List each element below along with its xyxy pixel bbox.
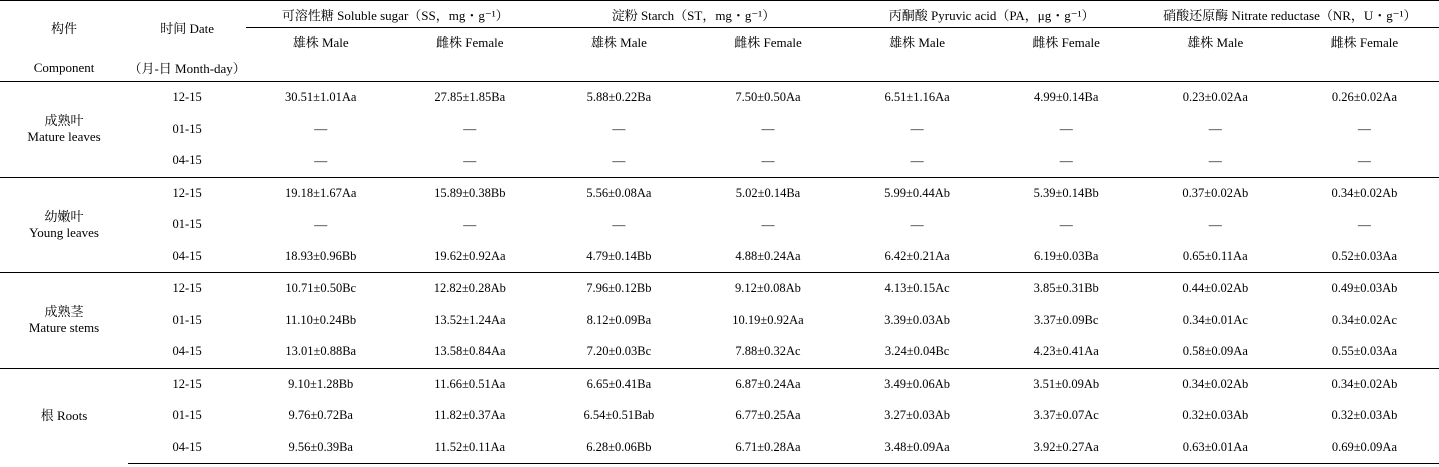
cell-value: 0.49±0.03Ab [1290,273,1439,305]
cell-value: 9.12±0.08Ab [693,273,842,305]
cell-value: 0.34±0.02Ab [1290,177,1439,209]
cell-date: 04-15 [172,248,202,263]
cell-date: 04-15 [172,344,202,359]
cell-value: — [1059,216,1073,232]
header-spacer-7 [1141,54,1290,82]
component-cn: 成熟茎 [44,304,84,319]
cell-value: 0.44±0.02Ab [1141,273,1290,305]
table-row [0,114,1439,146]
component-mature-leaves [0,82,128,178]
cell-value: 3.51±0.09Ab [992,368,1141,400]
cell-value: 3.39±0.03Ab [884,312,951,327]
cell-value: 10.19±0.92Aa [732,312,804,327]
cell-value: 19.62±0.92Aa [434,248,506,263]
cell-value: 11.66±0.51Aa [395,368,544,400]
cell-value: 6.51±1.16Aa [884,90,950,105]
cell-value: 15.89±0.38Bb [395,177,544,209]
cell-date: 12-15 [128,273,246,305]
table-row [0,241,1439,273]
cell-value: 3.49±0.06Ab [843,368,992,400]
component-mature-stems [0,273,128,369]
cell-value: — [612,121,626,137]
header-pa-male: 雄株 Male [889,34,946,50]
cell-value: — [612,216,626,232]
cell-value: 3.37±0.09Bc [1033,312,1099,327]
cell-value: 6.54±0.51Bab [583,408,655,423]
cell-value: 27.85±1.85Ba [434,90,506,105]
cell-value: — [314,216,328,232]
header-row-subtitles [0,54,1439,82]
cell-value: 7.50±0.50Aa [735,90,801,105]
cell-value: 9.56±0.39Ba [246,432,395,464]
cell-date: 01-15 [172,217,202,232]
header-spacer-6 [992,54,1141,82]
cell-value: 3.37±0.07Ac [1033,408,1099,423]
table-row [0,400,1439,432]
cell-value: 4.88±0.24Aa [735,248,801,263]
header-spacer-8 [1290,54,1439,82]
cell-value: 5.99±0.44Ab [843,177,992,209]
cell-value: 0.32±0.03Ab [1182,408,1249,423]
cell-value: 0.23±0.02Aa [1182,90,1248,105]
component-roots [0,368,128,464]
table-row [0,432,1439,464]
cell-value: 7.20±0.03Bc [586,344,652,359]
cell-date: 12-15 [172,90,202,105]
cell-date: 01-15 [172,121,202,136]
header-nr-female: 雌株 Female [1330,34,1399,50]
cell-value: — [612,152,626,168]
header-spacer-1 [246,54,395,82]
header-group-nitrate-reductase: 硝酸还原酶 Nitrate reductase（NR，U・g⁻¹） [1141,1,1439,28]
cell-value: 6.87±0.24Aa [693,368,842,400]
cell-value: 7.88±0.32Ac [735,344,801,359]
cell-value: 6.19±0.03Ba [1033,248,1099,263]
cell-value: 4.99±0.14Ba [1033,90,1099,105]
table-row [0,82,1439,114]
cell-value: 0.34±0.02Ac [1331,312,1397,327]
cell-value: — [761,121,775,137]
cell-value: — [910,152,924,168]
table-row [0,145,1439,177]
table-row [0,209,1439,241]
cell-value: 30.51±1.01Aa [284,90,357,105]
component-young-leaves [0,177,128,273]
cell-value: — [1357,121,1371,137]
cell-value: — [761,216,775,232]
cell-value: 6.42±0.21Aa [884,248,950,263]
cell-value: 9.10±1.28Bb [246,368,395,400]
header-ss-female: 雌株 Female [436,34,504,50]
cell-value: 13.52±1.24Aa [434,312,506,327]
cell-value: 3.92±0.27Aa [992,432,1141,464]
cell-value: 5.39±0.14Bb [992,177,1141,209]
cell-value: — [1208,152,1222,168]
cell-date: 04-15 [128,432,246,464]
header-spacer-2 [395,54,544,82]
cell-value: — [314,121,328,137]
cell-value: 6.71±0.28Aa [693,432,842,464]
cell-value: 5.02±0.14Ba [693,177,842,209]
cell-value: — [1059,152,1073,168]
cell-value: 0.34±0.02Ab [1290,368,1439,400]
cell-value: 4.23±0.41Aa [1033,344,1099,359]
table-row [0,368,1439,400]
cell-value: 6.77±0.25Aa [735,408,801,423]
cell-value: 4.13±0.15Ac [843,273,992,305]
table-row [0,305,1439,337]
cell-value: 3.85±0.31Bb [992,273,1141,305]
cell-value: — [1357,152,1371,168]
cell-value: 0.37±0.02Ab [1141,177,1290,209]
cell-value: 6.28±0.06Bb [544,432,693,464]
cell-value: — [314,152,328,168]
cell-value: — [910,121,924,137]
cell-value: — [1357,216,1371,232]
cell-value: 11.52±0.11Aa [395,432,544,464]
component-en: Young leaves [29,224,99,240]
table-row [0,336,1439,368]
cell-value: — [463,121,477,137]
cell-value: 0.34±0.01Ac [1182,312,1248,327]
cell-value: 0.26±0.02Aa [1331,90,1397,105]
header-pa-female: 雌株 Female [1032,34,1100,50]
cell-value: 19.18±1.67Aa [246,177,395,209]
header-group-starch: 淀粉 Starch（ST，mg・g⁻¹） [544,1,842,28]
cell-value: 0.63±0.01Aa [1141,432,1290,464]
table-row [0,177,1439,209]
header-st-female: 雌株 Female [734,34,802,50]
cell-value: 5.88±0.22Ba [586,90,652,105]
cell-value: 18.93±0.96Bb [284,248,357,263]
component-en: Mature leaves [27,129,101,145]
cell-value: 0.52±0.03Aa [1331,248,1397,263]
header-group-soluble-sugar: 可溶性糖 Soluble sugar（SS，mg・g⁻¹） [246,1,544,28]
cell-value: 0.32±0.03Ab [1331,408,1398,423]
cell-date: 01-15 [172,408,202,423]
cell-value: 13.58±0.84Aa [434,344,506,359]
cell-value: 0.34±0.02Ab [1141,368,1290,400]
cell-value: — [1208,121,1222,137]
cell-value: 5.56±0.08Aa [544,177,693,209]
header-spacer-3 [544,54,693,82]
cell-value: 12.82±0.28Ab [395,273,544,305]
cell-value: 11.10±0.24Bb [285,312,357,327]
cell-date: 01-15 [172,312,202,327]
cell-value: 9.76±0.72Ba [288,408,353,423]
component-cn: 幼嫩叶 [44,208,84,224]
header-spacer-5 [843,54,992,82]
header-ss-male: 雄株 Male [292,34,349,50]
cell-value: 8.12±0.09Ba [586,312,652,327]
cell-value: 4.79±0.14Bb [586,248,652,263]
cell-value: 10.71±0.50Bc [246,273,395,305]
table-row [0,273,1439,305]
cell-value: 13.01±0.88Ba [285,344,357,359]
cell-date: 12-15 [128,177,246,209]
cell-value: 6.65±0.41Ba [544,368,693,400]
cell-value: — [1208,216,1222,232]
header-row-groups [0,1,1439,28]
cell-date: 12-15 [128,368,246,400]
header-component-en: Component [0,54,128,82]
component-cn: 根 Roots [40,407,88,423]
cell-value: — [761,152,775,168]
component-cn: 成熟叶 [44,113,84,128]
cell-value: 3.48±0.09Aa [843,432,992,464]
header-date-en: （月-日 Month-day） [128,54,246,82]
header-nr-male: 雄株 Male [1187,34,1244,50]
cell-value: 0.55±0.03Aa [1331,344,1397,359]
cell-value: — [463,216,477,232]
header-st-male: 雄株 Male [590,34,647,50]
cell-value: 0.58±0.09Aa [1182,344,1248,359]
header-date-cn: 时间 Date [128,1,246,55]
component-en: Mature stems [28,320,100,336]
header-spacer-4 [693,54,842,82]
cell-date: 04-15 [172,153,202,168]
cell-value: 3.27±0.03Ab [884,408,951,423]
cell-value: 3.24±0.04Bc [884,344,950,359]
cell-value: — [1059,121,1073,137]
cell-value: — [463,152,477,168]
cell-value: 11.82±0.37Aa [434,408,506,423]
cell-value: — [910,216,924,232]
cell-value: 7.96±0.12Bb [544,273,693,305]
cell-value: 0.69±0.09Aa [1290,432,1439,464]
cell-value: 0.65±0.11Aa [1182,248,1248,263]
header-component-cn: 构件 [0,1,128,55]
header-group-pyruvic-acid: 丙酮酸 Pyruvic acid（PA，μg・g⁻¹） [843,1,1141,28]
